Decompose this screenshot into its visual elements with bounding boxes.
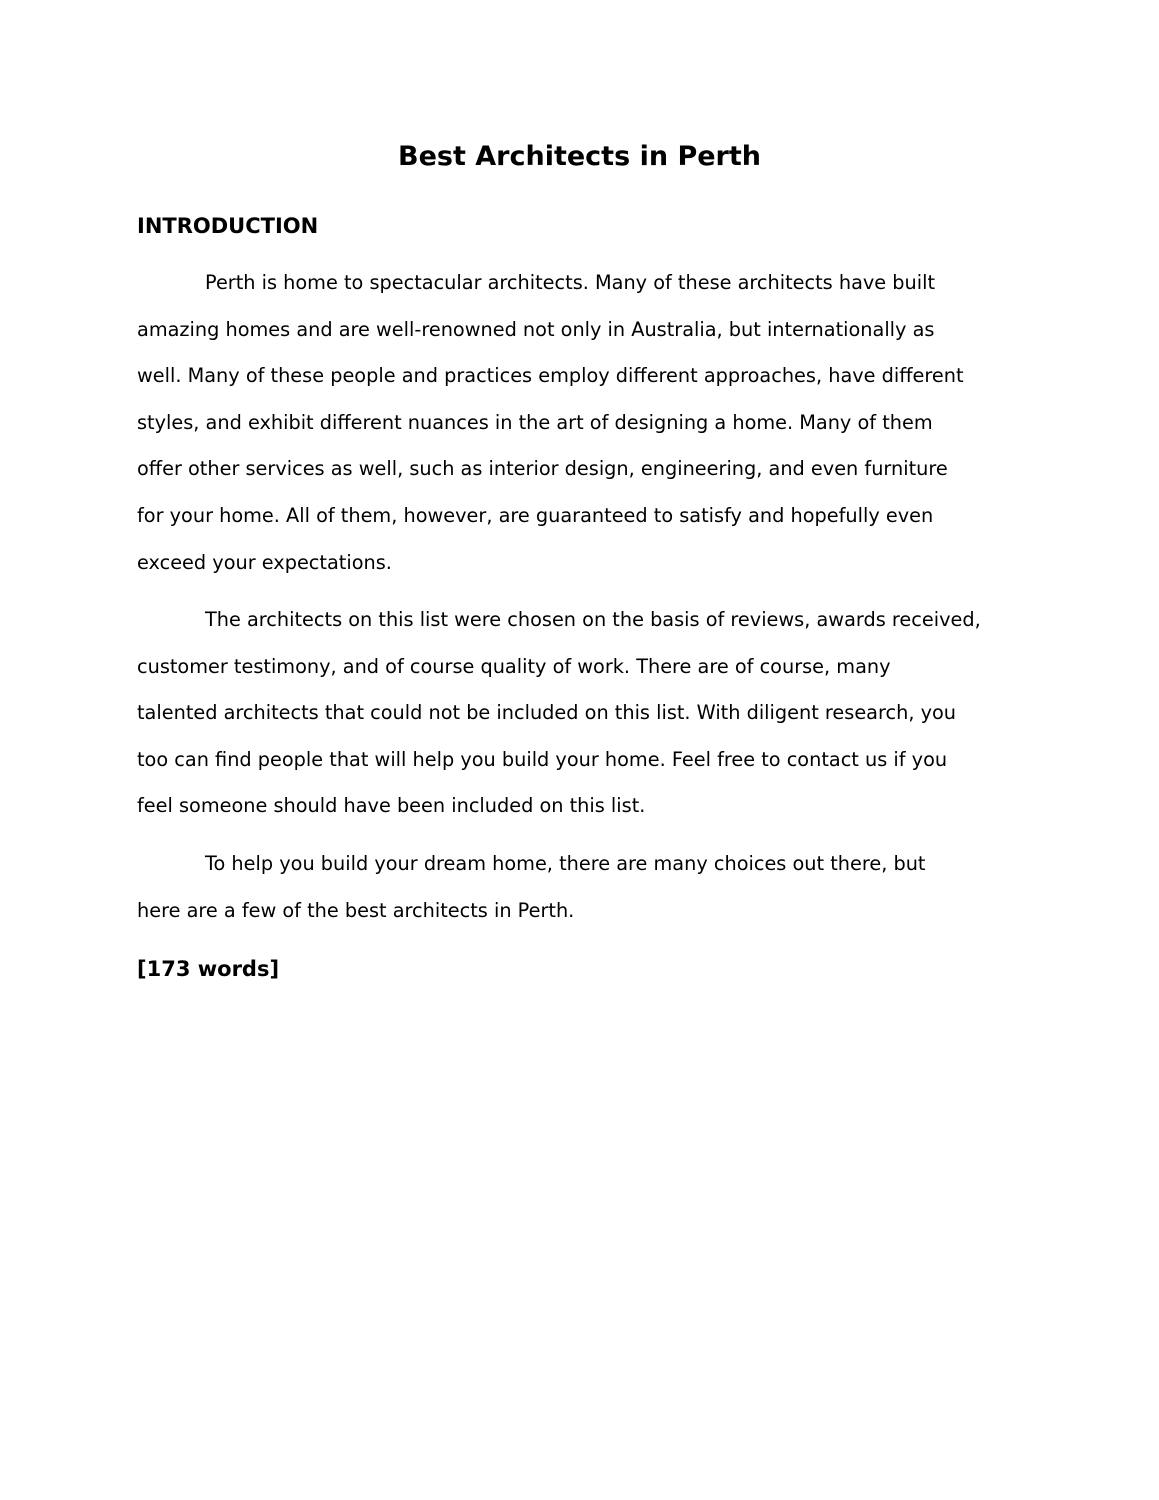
word-count: [173 words] [137,957,280,981]
paragraph-line: exceed your expectations. [137,550,392,574]
paragraph-line: here are a few of the best architects in Perth. [137,898,575,922]
paragraph-2 [137,597,1027,830]
paragraph-1 [137,260,1027,586]
paragraph-line: customer testimony, and of course quality of work. There are of course, many [137,654,891,678]
section-heading: INTRODUCTION [137,214,319,238]
paragraph-line: talented architects that could not be included on this list. With diligent research, you [137,701,957,725]
paragraph-line: The architects on this list were chosen on the basis of reviews, awards received, [205,608,981,631]
paragraph-line: styles, and exhibit different nuances in the art of designing a home. Many of them [137,410,933,434]
paragraph-line: well. Many of these people and practices employ different approaches, have different [137,364,964,388]
paragraph-line: Perth is home to spectacular architects. Many of these architects have built [205,271,936,294]
paragraph-line: To help you build your dream home, there are many choices out there, but [205,852,926,875]
paragraph-line: offer other services as well, such as interior design, engineering, and even furniture [137,457,948,481]
paragraph-line: amazing homes and are well-renowned not only in Australia, but internationally as [137,317,935,341]
paragraph-3 [137,841,1027,934]
paragraph-line: too can find people that will help you build your home. Feel free to contact us if you [137,747,948,771]
paragraph-line: for your home. All of them, however, are guaranteed to satisfy and hopefully even [137,503,934,527]
paragraph-line: feel someone should have been included on this list. [137,794,646,818]
document-title: Best Architects in Perth [398,141,761,172]
